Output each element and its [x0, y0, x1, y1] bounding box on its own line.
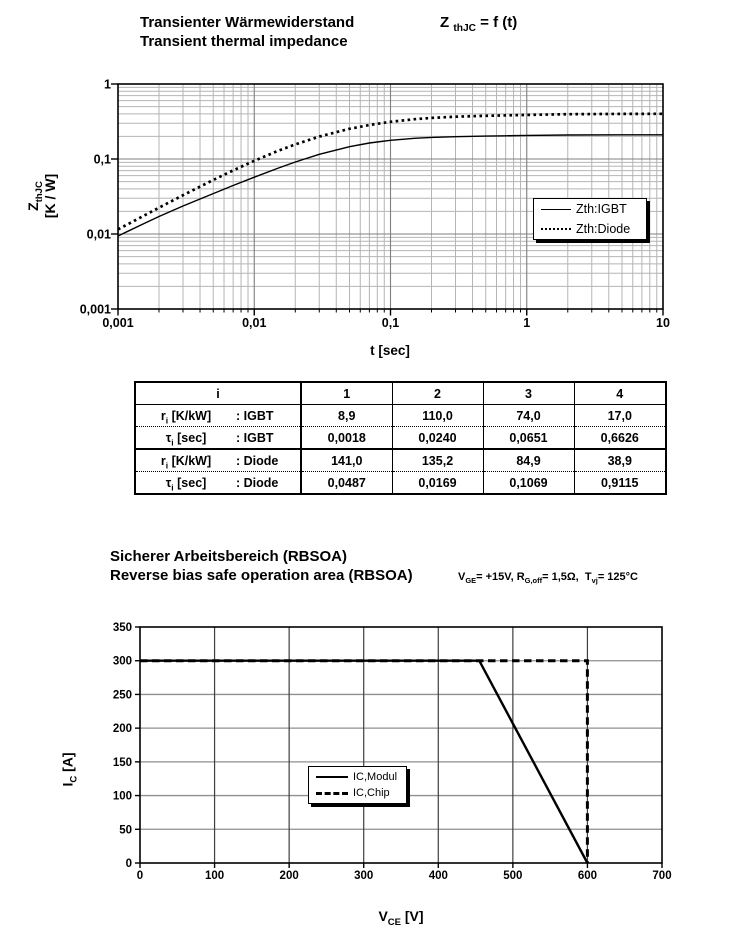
zth-title-de: Transienter Wärmewiderstand	[140, 14, 355, 31]
svg-text:350: 350	[112, 622, 132, 634]
svg-text:0,1: 0,1	[93, 152, 111, 167]
rbsoa-x-axis-label: $V_{CE}$ [V]	[378, 908, 424, 928]
svg-text:400: 400	[428, 870, 448, 882]
table-row	[135, 449, 666, 472]
svg-text:50: 50	[119, 824, 132, 837]
legend-item-ic-chip	[309, 785, 406, 801]
svg-text:100: 100	[204, 870, 225, 882]
table-value-cell: 0,0651	[483, 427, 574, 450]
foster-table-head	[135, 382, 666, 405]
svg-text:0,001: 0,001	[79, 302, 111, 317]
rbsoa-conditions: $V_{GE}= +15V$, $R_{G,off}= 1,5\Omega$, $T_{vj}= 125^\circ C$	[458, 571, 638, 586]
table-value-cell: 0,6626	[574, 427, 666, 450]
svg-text:0: 0	[125, 858, 132, 870]
table-header-cell: 2	[392, 382, 483, 405]
table-row	[135, 472, 666, 495]
table-value-cell: 0,0240	[392, 427, 483, 450]
rbsoa-title-en: Reverse bias safe operation area (RBSOA)	[110, 567, 413, 584]
table-value-cell: 38,9	[574, 449, 666, 472]
ic-chip-legend-label: IC,Chip	[353, 787, 390, 799]
zth-igbt-legend-label: Zth:IGBT	[576, 202, 627, 216]
table-value-cell: 0,9115	[574, 472, 666, 495]
svg-text:100: 100	[112, 790, 132, 803]
svg-text:300: 300	[112, 655, 132, 668]
table-row-label-cell: $\tau_i$ [sec] : IGBT	[135, 427, 301, 450]
svg-text:600: 600	[577, 870, 598, 882]
zth-x-axis-label: t [sec]	[370, 343, 410, 358]
zth-diode-line-sample-icon	[541, 228, 571, 230]
table-value-cell: 0,0018	[301, 427, 392, 450]
svg-text:500: 500	[503, 870, 523, 882]
table-value-cell: 0,0487	[301, 472, 392, 495]
rbsoa-title-de: Sicherer Arbeitsbereich (RBSOA)	[110, 548, 348, 565]
svg-text:300: 300	[354, 870, 374, 882]
ic-chip-line-sample-icon	[316, 792, 348, 795]
svg-text:10: 10	[656, 316, 670, 330]
legend-item-ic-modul	[309, 769, 406, 785]
zth-y-axis-label-line1: $Z_{thJC}$	[25, 181, 45, 211]
zth-y-axis-label	[25, 136, 59, 256]
ic-modul-legend-label: IC,Modul	[353, 771, 398, 783]
svg-text:0,001: 0,001	[102, 316, 134, 330]
zth-title-en: Transient thermal impedance	[140, 33, 348, 50]
table-value-cell: 74,0	[483, 405, 574, 427]
table-value-cell: 110,0	[392, 405, 483, 427]
svg-text:150: 150	[112, 756, 132, 769]
rbsoa-grid	[140, 627, 662, 863]
table-header-cell: 3	[483, 382, 574, 405]
zth-diode-legend-label: Zth:Diode	[576, 222, 631, 236]
table-value-cell: 0,1069	[483, 472, 574, 495]
table-row	[135, 427, 666, 450]
zth-igbt-line-sample-icon	[541, 209, 571, 210]
svg-text:700: 700	[652, 870, 672, 882]
table-header-row	[135, 382, 666, 405]
table-value-cell: 84,9	[483, 449, 574, 472]
table-row-label-cell: $r_i$ [K/kW] : IGBT	[135, 405, 301, 427]
svg-text:0,01: 0,01	[86, 227, 111, 242]
zth-legend	[533, 198, 647, 240]
svg-text:0,1: 0,1	[381, 316, 400, 330]
foster-table-body	[135, 405, 666, 495]
svg-text:200: 200	[112, 723, 132, 736]
table-value-cell: 141,0	[301, 449, 392, 472]
svg-text:0,01: 0,01	[242, 316, 267, 330]
table-header-cell: 1	[301, 382, 392, 405]
ic-modul-line-sample-icon	[316, 776, 348, 778]
table-row	[135, 405, 666, 427]
zth-y-axis-label-line2: [K / W]	[42, 173, 58, 219]
legend-item-zth-diode	[534, 219, 646, 239]
svg-text:250: 250	[112, 689, 132, 702]
table-value-cell: 17,0	[574, 405, 666, 427]
table-row-label-cell: $r_i$ [K/kW] : Diode	[135, 449, 301, 472]
svg-text:1: 1	[104, 77, 111, 92]
table-row-label-cell: $\tau_i$ [sec] : Diode	[135, 472, 301, 495]
rbsoa-legend	[308, 766, 407, 804]
rbsoa-y-axis-label: $I_C$ [A]	[59, 752, 80, 787]
table-header-cell: i	[135, 382, 301, 405]
table-value-cell: 8,9	[301, 405, 392, 427]
foster-table	[134, 381, 667, 495]
legend-item-zth-igbt	[534, 199, 646, 219]
table-value-cell: 0,0169	[392, 472, 483, 495]
svg-text:1: 1	[523, 316, 531, 330]
table-header-cell: 4	[574, 382, 666, 405]
svg-text:0: 0	[136, 870, 144, 882]
svg-text:200: 200	[279, 870, 299, 882]
table-value-cell: 135,2	[392, 449, 483, 472]
zth-formula: Z $_{thJC}$ = f (t)	[440, 14, 518, 34]
